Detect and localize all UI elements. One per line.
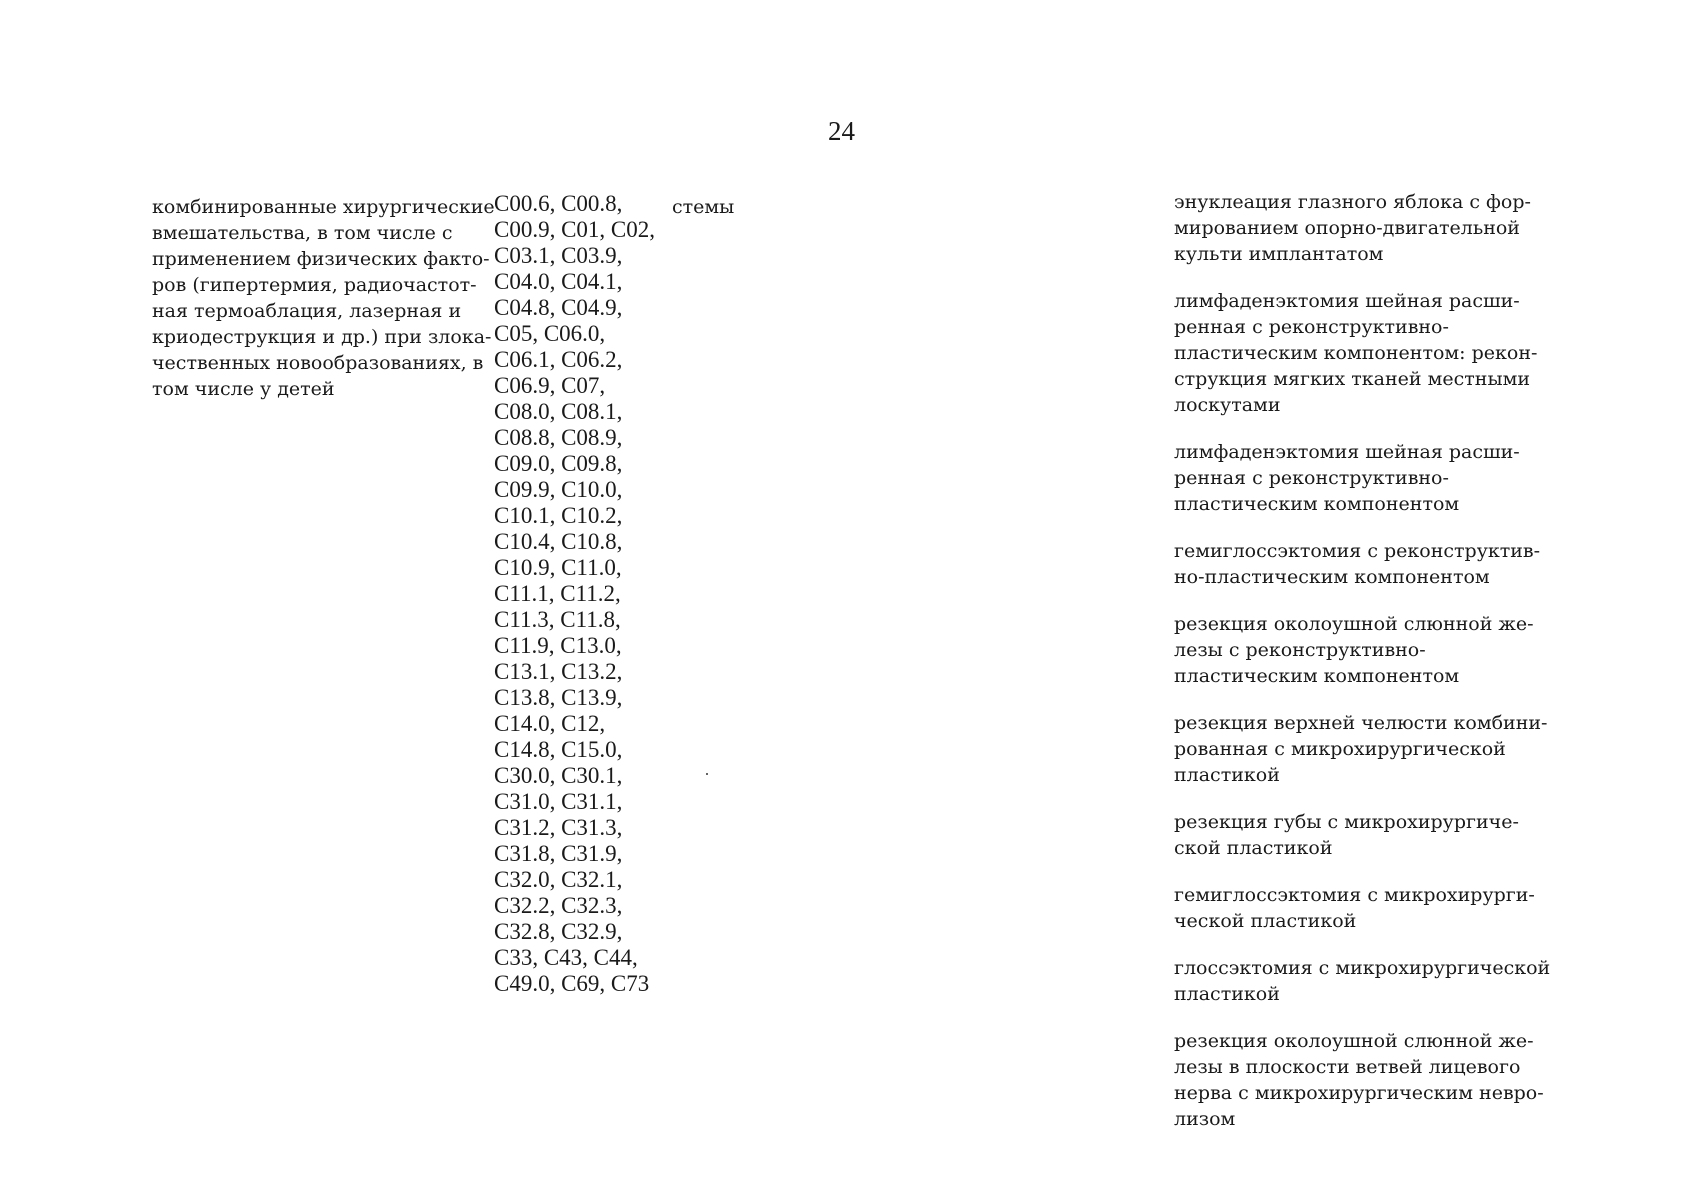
icd-code-line: C11.9, C13.0,: [494, 633, 622, 658]
page-number: 24: [828, 116, 855, 146]
icd-code-line: C32.2, C32.3,: [494, 893, 623, 918]
procedure-line: ренная с реконструктивно-: [1174, 467, 1449, 489]
icd-code-line: C09.0, C09.8,: [494, 451, 623, 476]
icd-code-line: C06.9, C07,: [494, 373, 606, 398]
icd-code-line: C31.8, C31.9,: [494, 841, 623, 866]
procedure-line: пластикой: [1174, 764, 1280, 786]
procedure-line: но-пластическим компонентом: [1174, 566, 1490, 588]
procedure-line: лимфаденэктомия шейная расши-: [1174, 290, 1520, 312]
icd-code-line: C11.1, C11.2,: [494, 581, 621, 606]
procedure-line: лизом: [1174, 1108, 1236, 1130]
icd-code-line: C10.4, C10.8,: [494, 529, 623, 554]
procedure-line: лимфаденэктомия шейная расши-: [1174, 441, 1520, 463]
icd-code-line: C32.8, C32.9,: [494, 919, 623, 944]
procedure-line: лезы в плоскости ветвей лицевого: [1174, 1056, 1521, 1078]
procedure-item: [1174, 538, 1564, 590]
procedure-line: гемиглоссэктомия с реконструктив-: [1174, 540, 1541, 562]
procedure-line: ренная с реконструктивно-: [1174, 316, 1449, 338]
procedure-line: пластическим компонентом: рекон-: [1174, 342, 1538, 364]
procedure-line: резекция губы с микрохирургиче-: [1174, 811, 1519, 833]
icd-code-line: C33, C43, C44,: [494, 945, 638, 970]
icd-code-line: C11.3, C11.8,: [494, 607, 621, 632]
description-line: ров (гипертермия, радиочастот-: [152, 274, 477, 296]
icd-code-line: C05, C06.0,: [494, 321, 606, 346]
procedure-item: [1174, 955, 1564, 1007]
icd-code-line: C14.0, C12,: [494, 711, 606, 736]
icd-code-line: C09.9, C10.0,: [494, 477, 623, 502]
procedure-item: [1174, 710, 1564, 788]
procedure-line: лоскутами: [1174, 394, 1281, 416]
procedure-line: глоссэктомия с микрохирургической: [1174, 957, 1551, 979]
procedure-line: нерва с микрохирургическим невро-: [1174, 1082, 1544, 1104]
procedure-line: резекция верхней челюсти комбини-: [1174, 712, 1548, 734]
icd-code-line: C03.1, C03.9,: [494, 243, 623, 268]
procedure-line: струкция мягких тканей местными: [1174, 368, 1531, 390]
icd-code-line: C08.8, C08.9,: [494, 425, 623, 450]
treatment-description: [152, 194, 495, 402]
procedure-list: [1174, 189, 1564, 1153]
icd-code-line: C04.8, C04.9,: [494, 295, 623, 320]
procedure-item: [1174, 882, 1564, 934]
procedure-item: [1174, 288, 1564, 418]
procedure-line: ской пластикой: [1174, 837, 1333, 859]
icd-code-list: [494, 191, 674, 997]
procedure-item: [1174, 1028, 1564, 1132]
icd-code-line: C10.9, C11.0,: [494, 555, 622, 580]
icd-code-line: C13.1, C13.2,: [494, 659, 623, 684]
description-line: комбинированные хирургические: [152, 196, 495, 218]
icd-code-line: C00.9, C01, C02,: [494, 217, 656, 242]
description-line: чественных новообразованиях, в: [152, 352, 484, 374]
stray-dot: [706, 773, 708, 775]
icd-code-line: C13.8, C13.9,: [494, 685, 623, 710]
description-line: том числе у детей: [152, 378, 335, 400]
procedure-line: ческой пластикой: [1174, 910, 1357, 932]
procedure-item: [1174, 809, 1564, 861]
procedure-line: рованная с микрохирургической: [1174, 738, 1506, 760]
procedure-line: культи имплантатом: [1174, 243, 1384, 265]
procedure-line: пластикой: [1174, 983, 1280, 1005]
description-line: вмешательства, в том числе с: [152, 222, 453, 244]
procedure-line: резекция околоушной слюнной же-: [1174, 1030, 1534, 1052]
icd-code-line: C49.0, C69, C73: [494, 971, 650, 996]
procedure-line: пластическим компонентом: [1174, 665, 1460, 687]
procedure-item: [1174, 439, 1564, 517]
icd-code-line: C31.0, C31.1,: [494, 789, 623, 814]
description-line: ная термоаблация, лазерная и: [152, 300, 462, 322]
icd-code-line: C06.1, C06.2,: [494, 347, 623, 372]
icd-code-line: C30.0, C30.1,: [494, 763, 623, 788]
description-line: применением физических факто-: [152, 248, 490, 270]
icd-code-line: C14.8, C15.0,: [494, 737, 623, 762]
procedure-line: резекция околоушной слюнной же-: [1174, 613, 1534, 635]
procedure-line: лезы с реконструктивно-: [1174, 639, 1426, 661]
icd-code-line: C04.0, C04.1,: [494, 269, 623, 294]
procedure-item: [1174, 611, 1564, 689]
procedure-item: [1174, 189, 1564, 267]
procedure-line: гемиглоссэктомия с микрохирурги-: [1174, 884, 1535, 906]
icd-code-line: C10.1, C10.2,: [494, 503, 623, 528]
procedure-line: энуклеация глазного яблока с фор-: [1174, 191, 1531, 213]
icd-code-line: C32.0, C32.1,: [494, 867, 623, 892]
procedure-line: мированием опорно-двигательной: [1174, 217, 1520, 239]
icd-code-line: C00.6, C00.8,: [494, 191, 623, 216]
icd-code-line: C31.2, C31.3,: [494, 815, 623, 840]
description-line: криодеструкция и др.) при злока-: [152, 326, 492, 348]
procedure-line: пластическим компонентом: [1174, 493, 1460, 515]
icd-code-line: C08.0, C08.1,: [494, 399, 623, 424]
continuation-fragment: стемы: [672, 196, 735, 218]
